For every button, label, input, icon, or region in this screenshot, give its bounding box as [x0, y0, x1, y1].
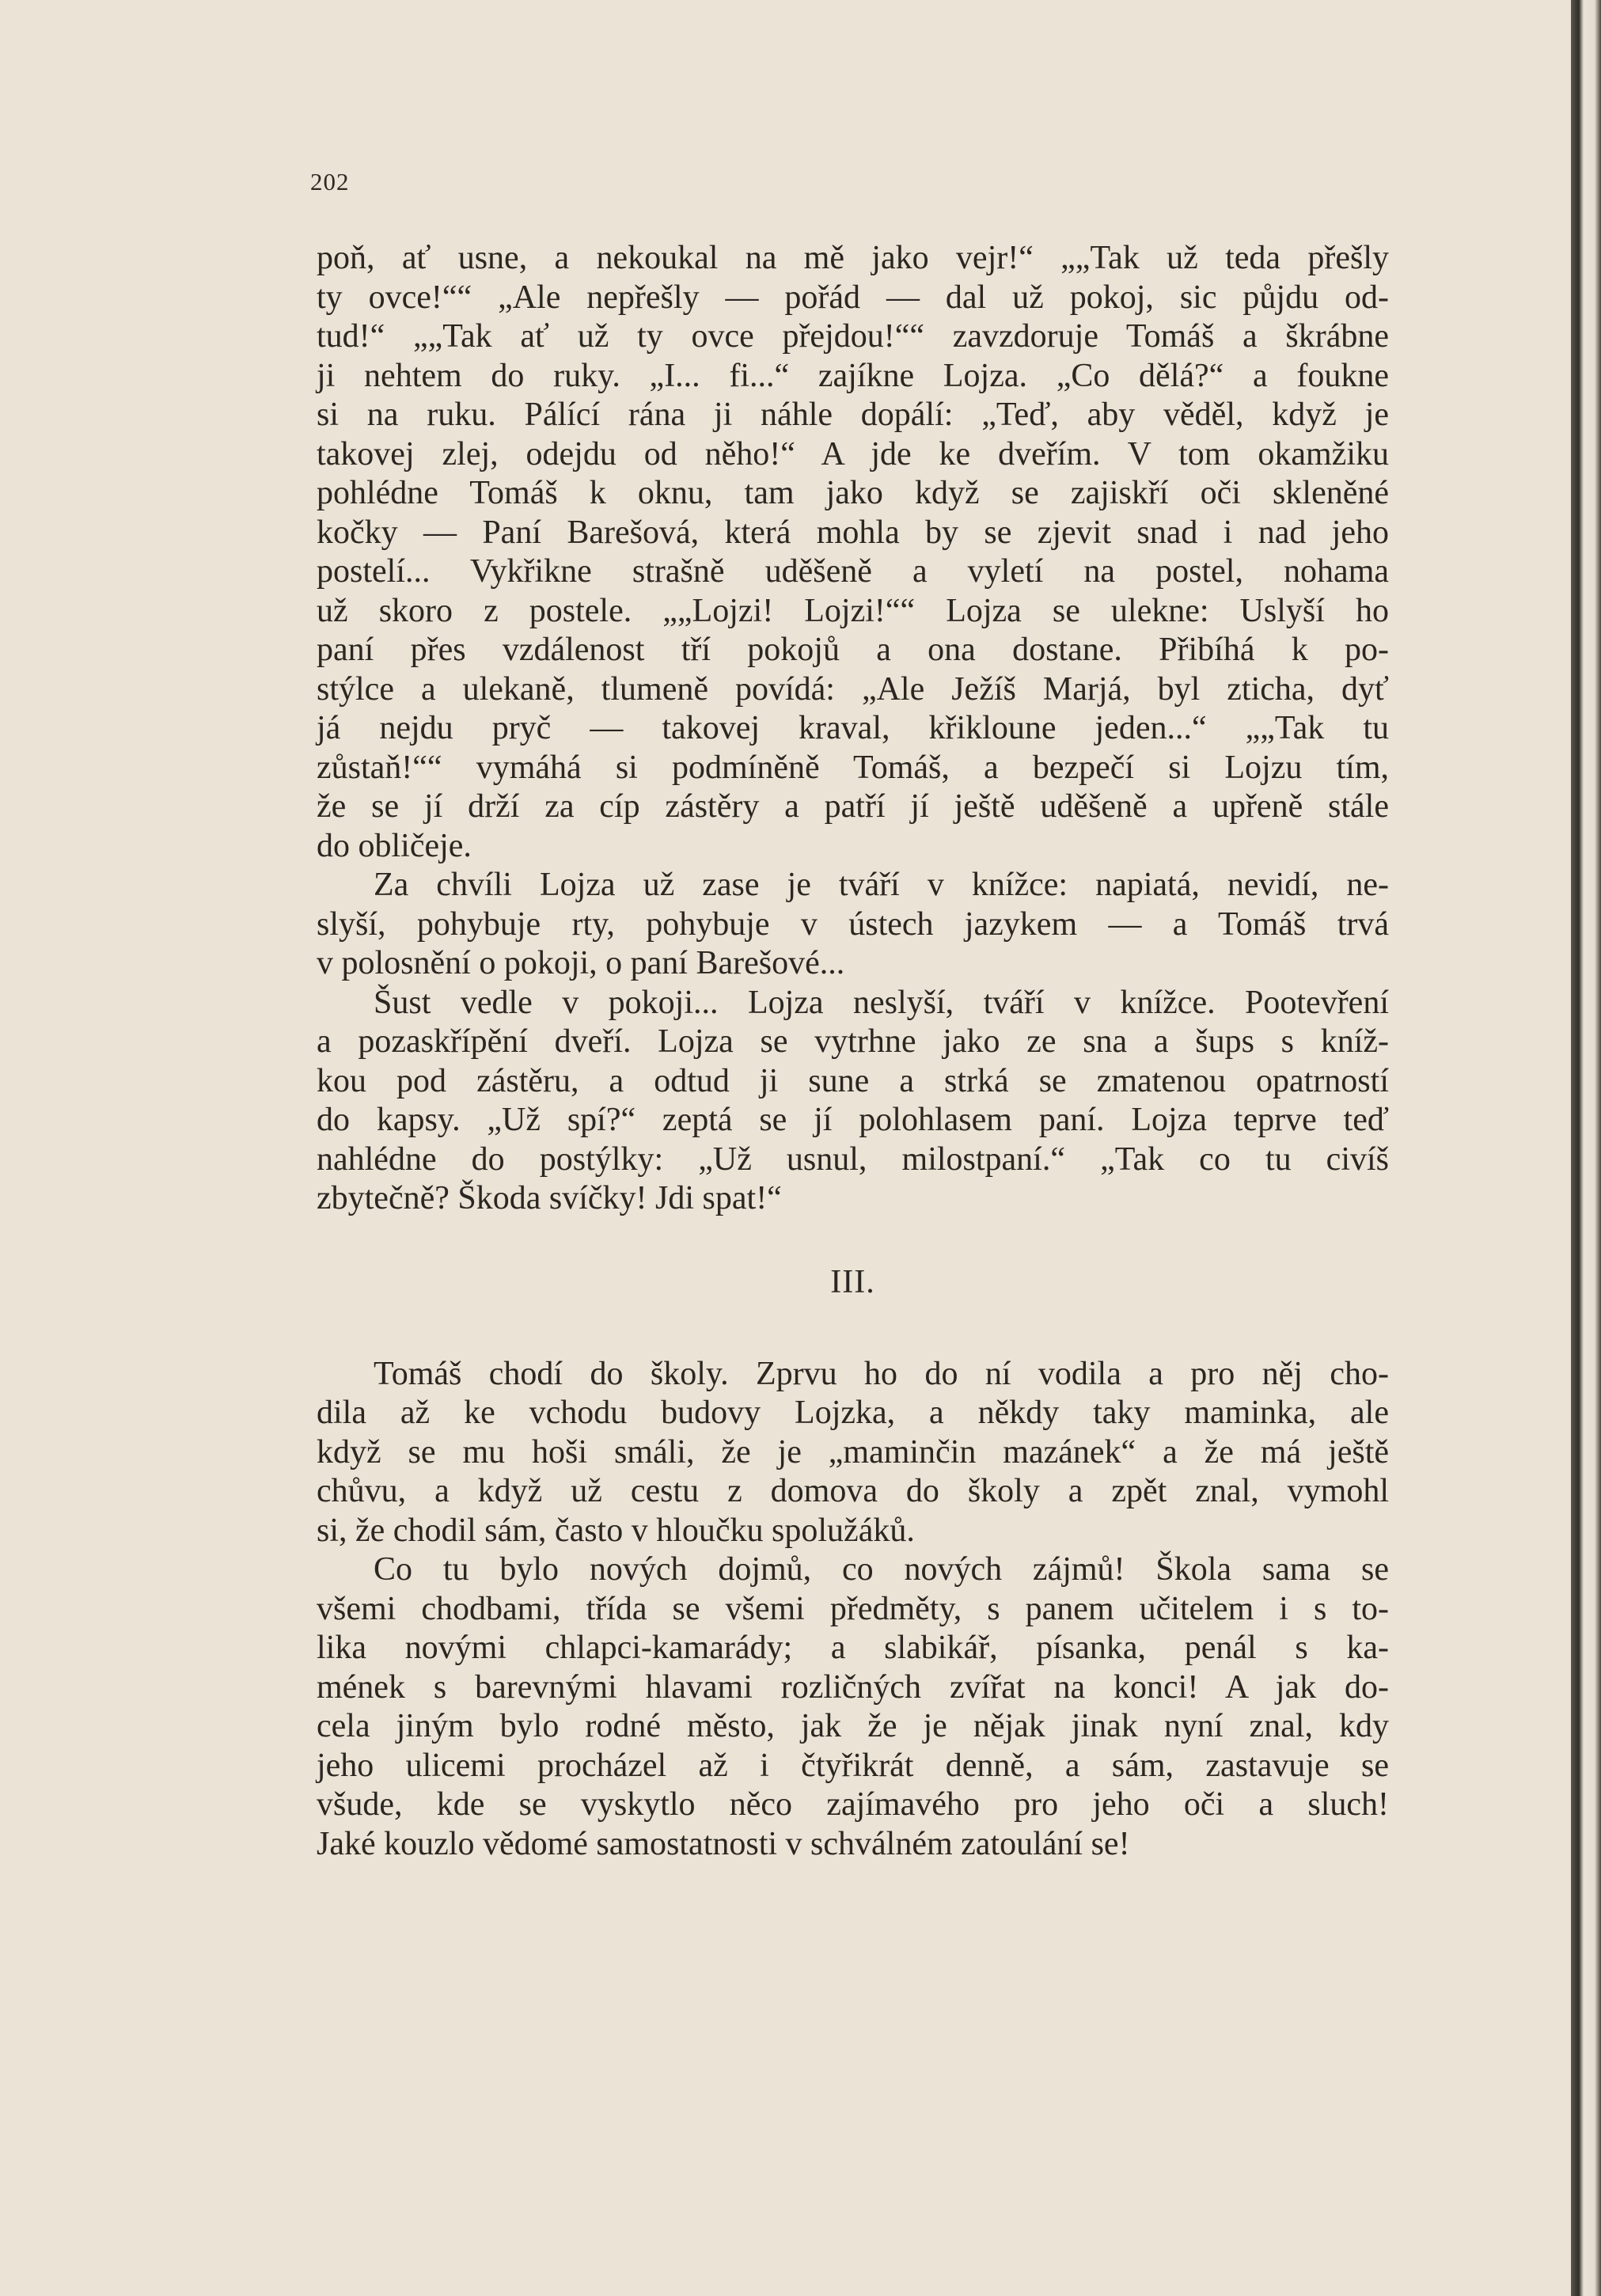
text-line: takovej zlej, odejdu od něho!“ A jde ke dveřím. V tom okamžiku — [317, 435, 1389, 472]
text-line: jeho ulicemi procházel až i čtyřikrát denně, a sám, zastavuje se — [317, 1747, 1389, 1784]
text-line: kočky — Paní Barešová, která mohla by se zjevit snad i nad jeho — [317, 514, 1389, 551]
text-line: do kapsy. „Už spí?“ zeptá se jí polohlasem paní. Lojza teprve teď — [317, 1102, 1389, 1138]
text-line: já nejdu pryč — takovej kraval, křikloune jeden...“ „„Tak tu — [317, 710, 1389, 746]
text-line: všemi chodbami, třída se všemi předměty, s panem učitelem i s to- — [317, 1590, 1389, 1627]
text-line: tud!“ „„Tak ať už ty ovce přejdou!““ zavzdoruje Tomáš a škrábne — [317, 318, 1389, 355]
text-line: si na ruku. Pálící rána ji náhle dopálí: „Teď, aby věděl, když je — [317, 397, 1389, 433]
text-line: ty ovce!““ „Ale nepřešly — pořád — dal už pokoj, sic půjdu od- — [317, 279, 1389, 316]
text-line: poň, ať usne, a nekoukal na mě jako vejr!“ „„Tak už teda přešly — [317, 240, 1389, 276]
text-line: cela jiným bylo rodné město, jak že je nějak jinak nyní znal, kdy — [317, 1708, 1389, 1744]
page-number: 202 — [310, 168, 350, 195]
text-line: nahlédne do postýlky: „Už usnul, milostpaní.“ „Tak co tu civíš — [317, 1140, 1389, 1178]
text-line: slyší, pohybuje rty, pohybuje v ústech jazykem — a Tomáš trvá — [317, 905, 1389, 943]
text-line: Co tu bylo nových dojmů, co nových zájmů! Škola sama se — [374, 1551, 1389, 1588]
text-line: Jaké kouzlo vědomé samostatnosti v schválném zatoulání se! — [317, 1825, 1130, 1862]
text-line: lika novými chlapci-kamarády; a slabikář, písanka, penál s ka- — [317, 1630, 1389, 1666]
text-line: pohlédne Tomáš k oknu, tam jako když se zajiskří oči skleněné — [317, 475, 1389, 511]
text-line: a pozaskřípění dveří. Lojza se vytrhne jako ze sna a šups s kníž- — [317, 1023, 1389, 1060]
text-before-heading — [317, 239, 1389, 1219]
text-line: ji nehtem do ruky. „I... fi...“ zajíkne Lojza. „Co dělá?“ a foukne — [317, 357, 1389, 394]
text-line: v polosnění o pokoji, o paní Barešové... — [317, 945, 845, 981]
text-line: Šust vedle v pokoji... Lojza neslyší, tváří v knížce. Pootevření — [374, 984, 1389, 1021]
text-line: zbytečně? Škoda svíčky! Jdi spat!“ — [317, 1180, 782, 1216]
text-line: stýlce a ulekaně, tlumeně povídá: „Ale Ježíš Marjá, byl zticha, dyť — [317, 670, 1389, 708]
text-line: chůvu, a když už cestu z domova do školy a zpět znal, vymohl — [317, 1473, 1389, 1509]
section-heading: III. — [830, 1263, 875, 1300]
text-line: si, že chodil sám, často v hloučku spolužáků. — [317, 1512, 915, 1549]
text-line: do obličeje. — [317, 827, 472, 864]
text-line: že se jí drží za cíp zástěry a patří jí ještě uděšeně a upřeně stále — [317, 788, 1389, 825]
text-after-heading — [317, 1355, 1389, 1865]
text-line: zůstaň!““ vymáhá si podmíněně Tomáš, a bezpečí si Lojzu tím, — [317, 749, 1389, 786]
book-spine-edge — [1571, 0, 1601, 2296]
text-line: Za chvíli Lojza už zase je tváří v knížce: napiatá, nevidí, ne- — [374, 867, 1389, 903]
text-line: když se mu hoši smáli, že je „maminčin mazánek“ a že má ještě — [317, 1433, 1389, 1471]
text-line: mének s barevnými hlavami rozličných zvířat na konci! A jak do- — [317, 1668, 1389, 1706]
page-text — [317, 239, 1389, 1864]
text-line: všude, kde se vyskytlo něco zajímavého pro jeho oči a sluch! — [317, 1786, 1389, 1823]
text-line: dila až ke vchodu budovy Lojzka, a někdy taky maminka, ale — [317, 1395, 1389, 1431]
text-line: Tomáš chodí do školy. Zprvu ho do ní vodila a pro něj cho- — [374, 1355, 1389, 1392]
text-line: kou pod zástěru, a odtud ji sune a strká se zmatenou opatrností — [317, 1062, 1389, 1099]
text-line: postelí... Vykřikne strašně uděšeně a vyletí na postel, nohama — [317, 553, 1389, 590]
text-line: paní přes vzdálenost tří pokojů a ona dostane. Přibíhá k po- — [317, 632, 1389, 668]
text-line: už skoro z postele. „„Lojzi! Lojzi!““ Lojza se ulekne: Uslyší ho — [317, 592, 1389, 629]
